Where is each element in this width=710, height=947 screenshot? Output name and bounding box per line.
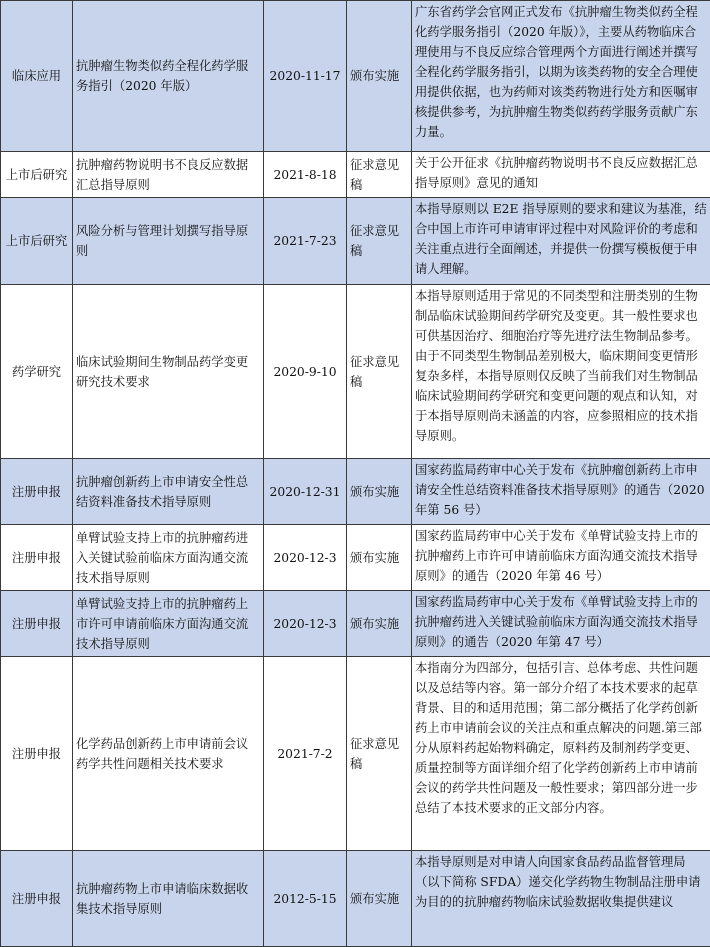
date-cell: 2020-11-17 bbox=[264, 1, 347, 152]
title-cell: 抗肿瘤药物上市申请临床数据收集技术指导原则 bbox=[73, 851, 264, 947]
table-row bbox=[1, 525, 710, 591]
table-row bbox=[1, 657, 710, 851]
status-cell: 征求意见稿 bbox=[347, 657, 412, 851]
table-row bbox=[1, 285, 710, 459]
date-cell: 2012-5-15 bbox=[264, 851, 347, 947]
description-cell: 关于公开征求《抗肿瘤药物说明书不良反应数据汇总指导原则》意见的通知 bbox=[412, 152, 710, 198]
date-cell: 2020-12-31 bbox=[264, 459, 347, 525]
status-cell: 颁布实施 bbox=[347, 851, 412, 947]
category-cell: 注册申报 bbox=[1, 525, 73, 591]
table-row bbox=[1, 1, 710, 152]
title-cell: 临床试验期间生物制品药学变更研究技术要求 bbox=[73, 285, 264, 459]
date-cell: 2021-7-23 bbox=[264, 198, 347, 285]
description-cell: 国家药监局药审中心关于发布《单臂试验支持上市的抗肿瘤药进入关键试验前临床方面沟通交流技术指导原则》的通告（2020 年第 47 号） bbox=[412, 591, 710, 657]
date-cell: 2020-9-10 bbox=[264, 285, 347, 459]
description-cell: 本指导原则是对申请人向国家食品药品监督管理局（以下简称 SFDA）递交化学药物生物制品注册申请为目的的抗肿瘤药物临床试验数据收集提供建议 bbox=[412, 851, 710, 947]
status-cell: 征求意见稿 bbox=[347, 285, 412, 459]
status-cell: 颁布实施 bbox=[347, 525, 412, 591]
status-cell: 颁布实施 bbox=[347, 1, 412, 152]
category-cell: 上市后研究 bbox=[1, 198, 73, 285]
description-cell: 本指南分为四部分，包括引言、总体考虑、共性问题以及总结等内容。第一部分介绍了本技术要求的起草背景、目的和适用范围；第二部分概括了化学药创新药上市申请前会议的关注点和重点解决的问题.第三部分从原料药起始物料确定，原料药及制剂药学变更、质量控制等方面详细介绍了化学药创新药上市申请前会议的药学共性问题及一般性要求；第四部分进一步总结了本技术要求的正文部分内容。 bbox=[412, 657, 710, 851]
date-cell: 2020-12-3 bbox=[264, 591, 347, 657]
status-cell: 颁布实施 bbox=[347, 459, 412, 525]
description-cell: 国家药监局药审中心关于发布《抗肿瘤创新药上市申请安全性总结资料准备技术指导原则》的通告（2020 年第 56 号） bbox=[412, 459, 710, 525]
category-cell: 注册申报 bbox=[1, 851, 73, 947]
status-cell: 征求意见稿 bbox=[347, 152, 412, 198]
date-cell: 2021-8-18 bbox=[264, 152, 347, 198]
date-cell: 2020-12-3 bbox=[264, 525, 347, 591]
table-row bbox=[1, 152, 710, 198]
title-cell: 风险分析与管理计划撰写指导原则 bbox=[73, 198, 264, 285]
date-cell: 2021-7-2 bbox=[264, 657, 347, 851]
table-row bbox=[1, 851, 710, 947]
category-cell: 注册申报 bbox=[1, 591, 73, 657]
description-cell: 广东省药学会官网正式发布《抗肿瘤生物类似药全程化药学服务指引（2020 年版）》，主要从药物临床合理使用与不良反应综合管理两个方面进行阐述并撰写全程化药学服务指引，以期为该类药物的安全合理使用提供依据，也为药师对该类药物进行处方和医嘱审核提供参考，为抗肿瘤生物类似药药学服务贡献广东力量。 bbox=[412, 1, 710, 152]
table-row bbox=[1, 591, 710, 657]
status-cell: 征求意见稿 bbox=[347, 198, 412, 285]
title-cell: 单臂试验支持上市的抗肿瘤药进入关键试验前临床方面沟通交流技术指导原则 bbox=[73, 525, 264, 591]
category-cell: 注册申报 bbox=[1, 657, 73, 851]
title-cell: 单臂试验支持上市的抗肿瘤药上市许可申请前临床方面沟通交流技术指导原则 bbox=[73, 591, 264, 657]
table-row bbox=[1, 198, 710, 285]
category-cell: 临床应用 bbox=[1, 1, 73, 152]
title-cell: 抗肿瘤创新药上市申请安全性总结资料准备技术指导原则 bbox=[73, 459, 264, 525]
table-row bbox=[1, 459, 710, 525]
category-cell: 上市后研究 bbox=[1, 152, 73, 198]
description-cell: 本指导原则以 E2E 指导原则的要求和建议为基准，结合中国上市许可申请审评过程中对风险评价的考虑和关注重点进行全面阐述，并提供一份撰写模板便于申请人理解。 bbox=[412, 198, 710, 285]
title-cell: 抗肿瘤药物说明书不良反应数据汇总指导原则 bbox=[73, 152, 264, 198]
category-cell: 药学研究 bbox=[1, 285, 73, 459]
category-cell: 注册申报 bbox=[1, 459, 73, 525]
title-cell: 抗肿瘤生物类似药全程化药学服务指引（2020 年版） bbox=[73, 1, 264, 152]
description-cell: 国家药监局药审中心关于发布《单臂试验支持上市的抗肿瘤药上市许可申请前临床方面沟通交流技术指导原则》的通告（2020 年第 46 号） bbox=[412, 525, 710, 591]
description-cell: 本指导原则适用于常见的不同类型和注册类别的生物制品临床试验期间药学研究及变更。其一般性要求也可供基因治疗、细胞治疗等先进疗法生物制品参考。由于不同类型生物制品差别极大，临床期间变更情形复杂多样，本指导原则仅反映了当前我们对生物制品临床试验期间药学研究和变更问题的观点和认知，对于本指导原则尚未涵盖的内容，应参照相应的技术指导原则。 bbox=[412, 285, 710, 459]
title-cell: 化学药品创新药上市申请前会议药学共性问题相关技术要求 bbox=[73, 657, 264, 851]
status-cell: 颁布实施 bbox=[347, 591, 412, 657]
